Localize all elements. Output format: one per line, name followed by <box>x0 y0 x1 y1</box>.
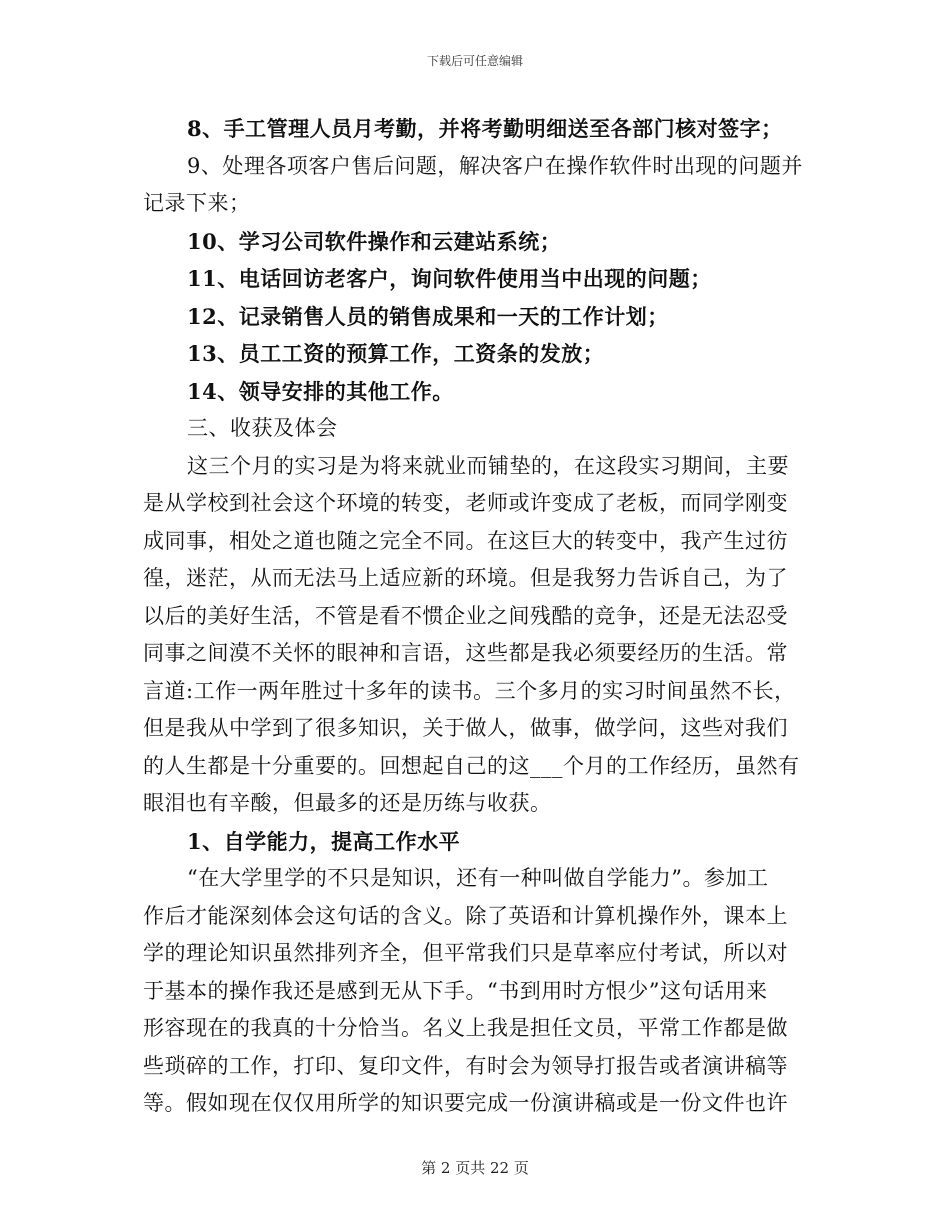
text-line: 同事之间漠不关怀的眼神和言语，这些都是我必须要经历的生活。常 <box>143 641 788 665</box>
text-line: 形容现在的我真的十分恰当。名义上我是担任文员，平常工作都是做 <box>143 1016 788 1040</box>
text-line: 的人生都是十分重要的。回想起自己的这___个月的工作经历，虽然有 <box>143 753 800 778</box>
text-line: 但是我从中学到了很多知识，关于做人，做事，做学问，这些对我们 <box>143 716 788 740</box>
page-header: 下载后可任意编辑 <box>426 54 523 68</box>
text-line: 9、处理各项客户售后问题，解决客户在操作软件时出现的问题并 <box>187 153 803 178</box>
text-line: 眼泪也有辛酸，但最多的还是历练与收获。 <box>143 791 552 815</box>
text-line: 这三个月的实习是为将来就业而铺垫的，在这段实习期间，主要 <box>187 453 789 478</box>
text-line: 14、领导安排的其他工作。 <box>187 378 454 404</box>
text-line: 以后的美好生活，不管是看不惯企业之间残酷的竞争，还是无法忍受 <box>143 603 788 628</box>
text-line: 作后才能深刻体会这句话的含义。除了英语和计算机操作外，课本上 <box>143 903 788 928</box>
text-line: 10、学习公司软件操作和云建站系统； <box>187 228 562 254</box>
document-body <box>143 110 803 1123</box>
text-line: 1、自学能力，提高工作水平 <box>187 828 461 854</box>
text-line: 是从学校到社会这个环境的转变，老师或许变成了老板，而同学刚变 <box>143 491 788 515</box>
text-line: 11、电话回访老客户，询问软件使用当中出现的问题； <box>187 266 712 291</box>
text-line: 8、手工管理人员月考勤，并将考勤明细送至各部门核对签字； <box>187 116 783 141</box>
text-line: “在大学里学的不只是知识，还有一种叫做自学能力”。参加工 <box>187 866 769 890</box>
text-line: 学的理论知识虽然排列齐全，但平常我们只是草率应付考试，所以对 <box>143 941 788 965</box>
text-line: 三、收获及体会 <box>187 416 338 440</box>
text-line: 成同事，相处之道也随之完全不同。在这巨大的转变中，我产生过彷 <box>143 528 788 553</box>
text-line: 些琐碎的工作，打印、复印文件，有时会为领导打报告或者演讲稿等 <box>143 1053 788 1078</box>
text-line: 徨，迷茫，从而无法马上适应新的环境。但是我努力告诉自己，为了 <box>143 566 788 590</box>
text-line: 12、记录销售人员的销售成果和一天的工作计划； <box>187 303 669 329</box>
text-line: 13、员工工资的预算工作，工资条的发放； <box>187 341 605 366</box>
text-line: 等。假如现在仅仅用所学的知识要完成一份演讲稿或是一份文件也许 <box>143 1091 788 1115</box>
text-line: 记录下来； <box>143 191 251 215</box>
page-footer: 第 2 页共 22 页 <box>421 1159 529 1177</box>
text-line: 于基本的操作我还是感到无从下手。“书到用时方恨少”这句话用来 <box>143 978 768 1003</box>
text-line: 言道:工作一两年胜过十多年的读书。三个多月的实习时间虽然不长， <box>143 678 796 703</box>
